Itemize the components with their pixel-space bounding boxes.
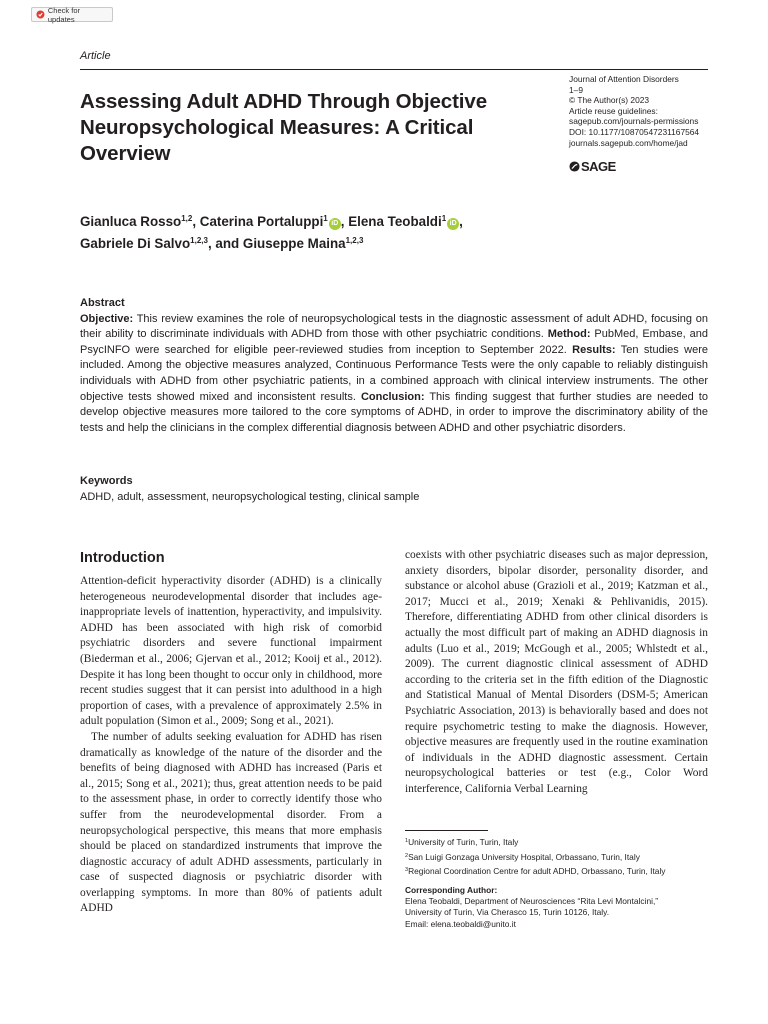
affiliation-line (405, 835, 710, 850)
check-for-updates-label: Check for updates (47, 5, 80, 24)
journal-info-line: journals.sagepub.com/home/jad (569, 137, 688, 148)
author-affiliation-sup: 1,2,3 (345, 236, 364, 245)
author-name: Caterina Portaluppi (199, 214, 324, 229)
sage-logo-icon (569, 161, 580, 172)
footnote-rule (405, 830, 488, 831)
publisher-logo (569, 159, 616, 174)
journal-info-line: © The Author(s) 2023 (569, 95, 650, 106)
abstract-part-label: Objective: (80, 312, 134, 325)
author-affiliation-sup: 1,2 (181, 214, 193, 223)
affiliation-line (405, 850, 710, 865)
journal-info-line: DOI: 10.1177/10870547231167564 (569, 126, 700, 137)
right-column (405, 548, 708, 798)
author-name: Gabriele Di Salvo (80, 236, 191, 251)
article-title: Assessing Adult ADHD Through Objective Neuropsychological Measures: A Critical Overview (80, 90, 488, 165)
affiliation-sup: 1 (405, 838, 409, 844)
journal-info-line: 1–9 (569, 84, 583, 95)
orcid-icon[interactable]: iD (447, 218, 459, 230)
abstract-part-text: This finding suggest that further studies are needed to develop objective measures more tailored to the core symptoms of ADHD, in order to improve the discriminatory ability of the tests and help the clinicians in the complex differential diagnosis between ADHD and other psychiatric disorders. (80, 390, 708, 434)
publisher-name: SAGE (581, 159, 616, 174)
abstract-heading: Abstract (80, 297, 125, 309)
author-separator: , and (207, 236, 243, 251)
abstract-part-label: Results: (572, 343, 616, 356)
author-affiliation-sup: 1 (441, 214, 447, 223)
author-list (80, 211, 700, 255)
keywords-list: ADHD, adult, assessment, neuropsychological testing, clinical sample (80, 490, 420, 503)
author-separator: , (459, 214, 463, 229)
author-separator: , (192, 214, 200, 229)
journal-info-line: Journal of Attention Disorders (569, 74, 679, 84)
keywords-heading: Keywords (80, 475, 133, 487)
corresponding-line: University of Turin, Via Cherasco 15, Turin 10126, Italy. (405, 907, 610, 918)
intro-paragraph-2: The number of adults seeking evaluation for ADHD has risen dramatically as knowledge of the nature of the disorder and the benefits of being diagnosed with ADHD has increased (Paris et al., 2015; Song et al., 2021); thus, great attention needs to be paid to the assessment phase, in order to correctly identify those who suffer from the neurodevelopmental disorder. From a neuropsychological perspective, this means that more emphasis should be placed on standardized instruments that improve the diagnostic accuracy of adult ADHD assessments, particularly in case of suspected diagnosis or psychiatric disorder with overlapping symptoms. In more than 80% of patients adult ADHD (80, 730, 382, 915)
author-name: Elena Teobaldi (348, 214, 442, 229)
affiliation-text: University of Turin, Turin, Italy (408, 837, 519, 847)
header-rule (80, 69, 708, 70)
journal-info-line: sagepub.com/journals-permissions (569, 116, 699, 127)
author-affiliation-sup: 1 (323, 214, 328, 223)
corresponding-line: Elena Teobaldi, Department of Neurosciences “Rita Levi Montalcini,” (405, 896, 659, 907)
journal-info (569, 74, 719, 148)
left-column (80, 548, 382, 917)
abstract-body (80, 312, 708, 437)
author-separator: , (340, 214, 349, 229)
corresponding-email[interactable]: Email: elena.teobaldi@unito.it (405, 918, 516, 929)
abstract-part-text: PubMed, Embase, and PsycINFO were searched for eligible peer-reviewed studies from inception to September 2022. (80, 328, 708, 356)
abstract-part-label: Conclusion: (360, 390, 425, 403)
author-affiliation-sup: 1,2,3 (190, 236, 208, 245)
abstract-part-label: Method: (547, 328, 591, 341)
corresponding-author (405, 885, 710, 930)
affiliation-text: San Luigi Gonzaga University Hospital, Orbassano, Turin, Italy (408, 851, 640, 862)
affiliation-text: Regional Coordination Centre for adult ADHD, Orbassano, Turin, Italy (408, 866, 666, 876)
affiliations (405, 835, 710, 879)
affiliation-sup: 3 (405, 867, 409, 873)
affiliation-line (405, 864, 710, 879)
author-name: Gianluca Rosso (80, 214, 182, 229)
intro-paragraph-1: Attention-deficit hyperactivity disorder (ADHD) is a clinically heterogeneous neurodevelopmental disorder that includes age-inappropriate levels of inattention, hyperactivity, and impulsivity. ADHD has been associated with high risk of comorbid psychiatric disorders and severe functional impairment (Biederman et al., 2006; Gjervan et al., 2012; Kooij et al., 2012). Despite it has long been thought to occur only in childhood, more recent studies suggest that it can persist into adulthood in a high proportion of cases, with a prevalence of approximately 2.5% in adult population (Simon et al., 2009; Song et al., 2021). (80, 575, 382, 728)
abstract-section (80, 296, 708, 436)
orcid-icon[interactable]: iD (329, 218, 341, 230)
check-for-updates-icon (36, 10, 45, 19)
abstract-part-text: This review examines the role of neuropsychological tests in the diagnostic assessment of adult ADHD, focusing on their ability to discriminate individuals with ADHD from those with other psychiatric conditions. (80, 312, 708, 341)
corresponding-heading: Corresponding Author: (405, 885, 498, 895)
author-name: Giuseppe Maina (242, 236, 346, 251)
introduction-heading: Introduction (80, 550, 165, 566)
check-for-updates-badge[interactable] (31, 7, 113, 22)
affiliation-sup: 2 (405, 852, 409, 859)
intro-paragraph-continued: coexists with other psychiatric diseases such as major depression, anxiety disorders, bipolar disorder, personality disorder, and substance or alcohol abuse (Grazioli et al., 2019; Katzman et al., 2017; Mucci et al., 2019; Xenaki & Pehlivanidis, 2015). Therefore, differentiating ADHD from other clinical disorders is actually the most difficult part of making an ADHD diagnosis in adults (Luo et al., 2019; McGough et al., 2005; Whlstedt et al., 2009). The current diagnostic clinical assessment of ADHD according to the criteria set in the fifth edition of the Diagnostic and Statistical Manual of Mental Disorders (DSM-5; American Psychiatric Association, 2013) is behaviorally based and does not require psychometric testing to make the diagnosis. However, objective measures are frequently used in the routine examination of individuals in the ADHD diagnostic assessment. Certain neuropsychological batteries or test (e.g., Color Word interference, California Verbal Learning (405, 549, 708, 795)
keywords-section (80, 474, 708, 505)
article-type-label: Article (80, 50, 111, 62)
journal-info-line: Article reuse guidelines: (569, 105, 658, 116)
abstract-part-text: Ten studies were included. Among the objective measures analyzed, Continuous Performance Tests were the only capable to reliably distinguish individuals with ADHD from other psychiatric patients, in a combined approach with clinical interview instruments. The other objective tests showed mixed and inconsistent results. (80, 343, 709, 403)
